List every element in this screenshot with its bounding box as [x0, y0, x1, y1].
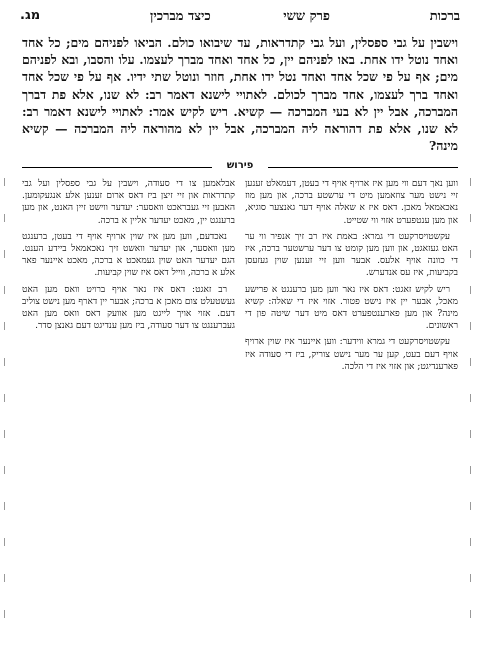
running-head-right: ברכות	[429, 9, 460, 24]
folio-number: מג.	[20, 8, 41, 23]
commentary-paragraph: ריש לקיש זאגט: דאס איז נאר ווען מען ברענגט א פרישע מאכל, אבער יין איז נישט פטור. אזוי איז די שאלה: קשיא מינה? און מען פארענטפערט דאס מיט דער שיטה פון די ראשונים.	[245, 284, 458, 332]
commentary-paragraph: רב זאגט: דאס איז נאר אויף ברויט וואס מען האט געשטעלט צום מאכן א ברכה; אבער יין דארף מען נישט צוליב דעם. אזוי אויך לייגט מען אוועק דאס וואס מען האט געברענגט צו דער סעודה, ביז מען ענדיגט דעם גאנצן סדר.	[22, 284, 235, 332]
commentary-title: פירוש	[226, 160, 254, 171]
commentary-paragraph: נאכדעם, ווען מען איז שוין ארויף אויף די בעטן, ברענגט מען וואסער, און יעדער וואשט זיך נאכאמאל ביידע הענט. הגם יעדער האט שוין געמאכט א ברכה, מאכט איינער פאר אלע א ברכה, ווייל דאס איז שוין קביעות.	[22, 231, 235, 279]
page-header	[20, 8, 460, 26]
main-text-block: וישבין על גבי ספסלין, ועל גבי קתדראות, עד שיבואו כולם. הביאו לפניהם מים; כל אחד ואחד נוטל ידו אחת. באו לפניהם יין, כל אחד ואחד מברך לעצמו. עלו והסבו, ובא לפניהם מים; אף על פי שכל אחד ואחד נטל ידו אחת, חוזר ונוטל שתי ידיו. אף על פי שכל אחד ואחד ברך לעצמו, אחד מברך לכולם. לאתויי לישנא דאמר רב: לא שנו, אלא פת דברך המברכה, אבל יין לא בעי המברכה — קשיא. ריש לקיש אמר: לאתויי לישנא דאמר רב: לא שנו, אלא פת דהוראה ליה המברכה, אבל יין לא מהוראה ליה המברכה — קשיא מינה?	[22, 35, 458, 154]
commentary-column-right	[22, 178, 235, 654]
margin-marks-left	[4, 178, 10, 654]
heading-rule-left	[22, 167, 212, 168]
commentary-paragraph: עקשטויסרקעט די גמרא: באמת איז רב זיך אנפיר ווי ער האט געזאגט, און ווען מען קומט צו דער ערשטער ברכה, איז די כוונה אויף אלעס. אבער ווען זיי זענען שוין געזעסן בקביעות, איז עס אנדערש.	[245, 231, 458, 279]
running-head-chapter: פרק ששי	[283, 9, 330, 24]
commentary-heading	[22, 160, 458, 174]
running-head-tractate: כיצד מברכין	[150, 9, 211, 24]
margin-marks-right	[470, 178, 476, 654]
commentary-paragraph: ווען נאך דעם ווי מען איז ארויף אויף די בעטן, דעמאלט זענען זיי נישט מער צוזאמען מיט די ערשטע ברכה, און מען מוז נאכאמאל מאכן. דאס איז א שאלה אויף דער גאנצער סוגיא, און מען ענטפערט אזוי ווי שטייט.	[245, 179, 458, 226]
commentary-paragraph: עקשטויסרקעט די גמרא ווידער: ווען איינער איז שוין ארויף אויף דעם בעט, קען ער מער נישט צוריק, ביז די סעודה איז פארענדיגט; און אזוי איז די הלכה.	[245, 337, 458, 372]
commentary-columns	[22, 178, 458, 654]
commentary-column-left	[245, 178, 458, 654]
commentary-paragraph: אבלאמען צו די סעודה, וישבין על גבי ספסלין ועל גבי קתדראות און זיי זיצן ביז דאס ארום זענען אלע אנגעקומען. האבען זיי געבראכט וואסער: יעדער ווישט זיין האנט, און מען ברענגט יין, מאכט יעדער אליין א ברכה.	[22, 179, 235, 226]
